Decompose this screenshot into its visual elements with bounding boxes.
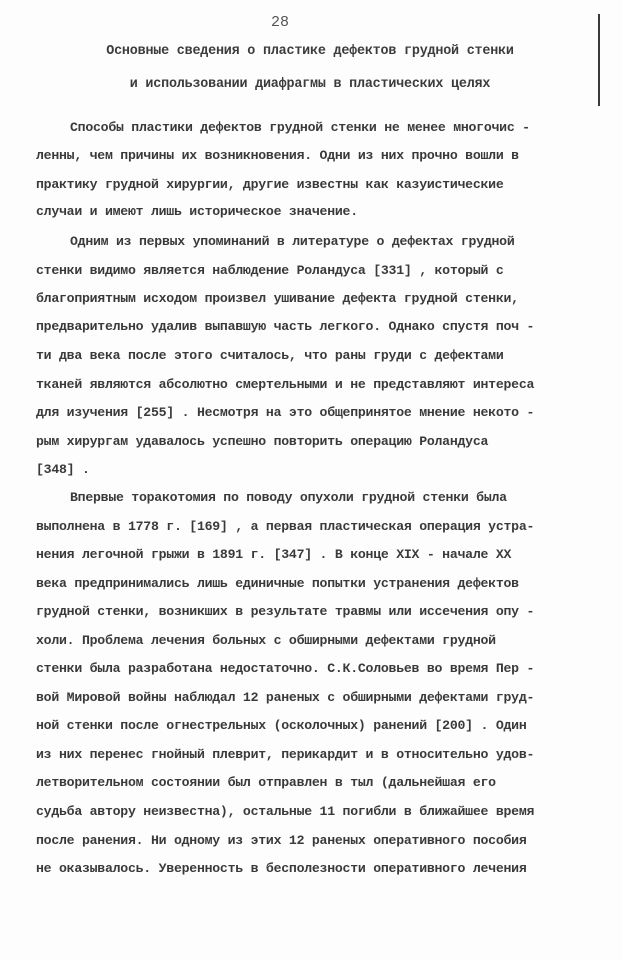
paragraph-3-line-14: не оказывалось. Уверенность в бесполезности оперативного лечения [36,861,527,876]
paragraph-1-line-1: Способы пластики дефектов грудной стенки не менее многочис - [70,120,530,135]
section-heading-line-2: и использовании диафрагмы в пластических целях [129,77,491,92]
paragraph-3-line-8: вой Мировой войны наблюдал 12 раненых с обширными дефектами груд- [36,690,535,705]
page-edge-line [598,14,600,106]
paragraph-2-line-1: Одним из первых упоминаний в литературе о дефектах грудной [70,234,515,249]
paragraph-3-line-6: холи. Проблема лечения больных с обширными дефектами грудной [36,633,496,648]
paragraph-1-line-2: ленны, чем причины их возникновения. Одни из них прочно вошли в [36,148,519,163]
paragraph-2-line-3: благоприятным исходом произвел ушивание дефекта грудной стенки, [36,291,519,306]
paragraph-3-line-1: Впервые торакотомия по поводу опухоли грудной стенки была [70,490,507,505]
paragraph-3-line-12: судьба автору неизвестна), остальные 11 погибли в ближайшее время [36,804,535,819]
paragraph-2-line-5: ти два века после этого считалось, что раны груди с дефектами [36,348,504,363]
paragraph-2-line-9: [348] . [36,462,90,477]
paragraph-3-line-2: выполнена в 1778 г. [169] , а первая пластическая операция устра- [36,519,535,534]
paragraph-3-line-4: века предпринимались лишь единичные попытки устранения дефектов [36,576,519,591]
paragraph-3-line-11: летворительном состоянии был отправлен в тыл (дальнейшая его [36,775,496,790]
paragraph-1-line-3: практику грудной хирургии, другие известны как казуистические [36,177,504,192]
paragraph-3-line-10: из них перенес гнойный плеврит, перикардит и в относительно удов- [36,747,535,762]
paragraph-2-line-2: стенки видимо является наблюдение Роландуса [331] , который с [36,263,504,278]
paragraph-3-line-13: после ранения. Ни одному из этих 12 раненых оперативного пособия [36,833,527,848]
paragraph-3-line-3: нения легочной грыжи в 1891 г. [347] . В конце XIX - начале XX [36,547,512,562]
paragraph-3-line-9: ной стенки после огнестрельных (осколочных) ранений [200] . Один [36,718,527,733]
paragraph-3-line-7: стенки была разработана недостаточно. С.К.Соловьев во время Пер - [36,661,535,676]
paragraph-2-line-8: рым хирургам удавалось успешно повторить операцию Роландуса [36,434,489,449]
paragraph-2-line-7: для изучения [255] . Несмотря на это общепринятое мнение некото - [36,405,535,420]
paragraph-3-line-5: грудной стенки, возникших в результате травмы или иссечения опу - [36,604,535,619]
section-heading-line-1: Основные сведения о пластике дефектов грудной стенки [106,44,514,59]
page-number: 28 [270,14,289,31]
paragraph-2-line-6: тканей являются абсолютно смертельными и не представляют интереса [36,377,535,392]
paragraph-1-line-4: случаи и имеют лишь историческое значение. [36,204,358,219]
paragraph-2-line-4: предварительно удалив выпавшую часть легкого. Однако спустя поч - [36,319,535,334]
